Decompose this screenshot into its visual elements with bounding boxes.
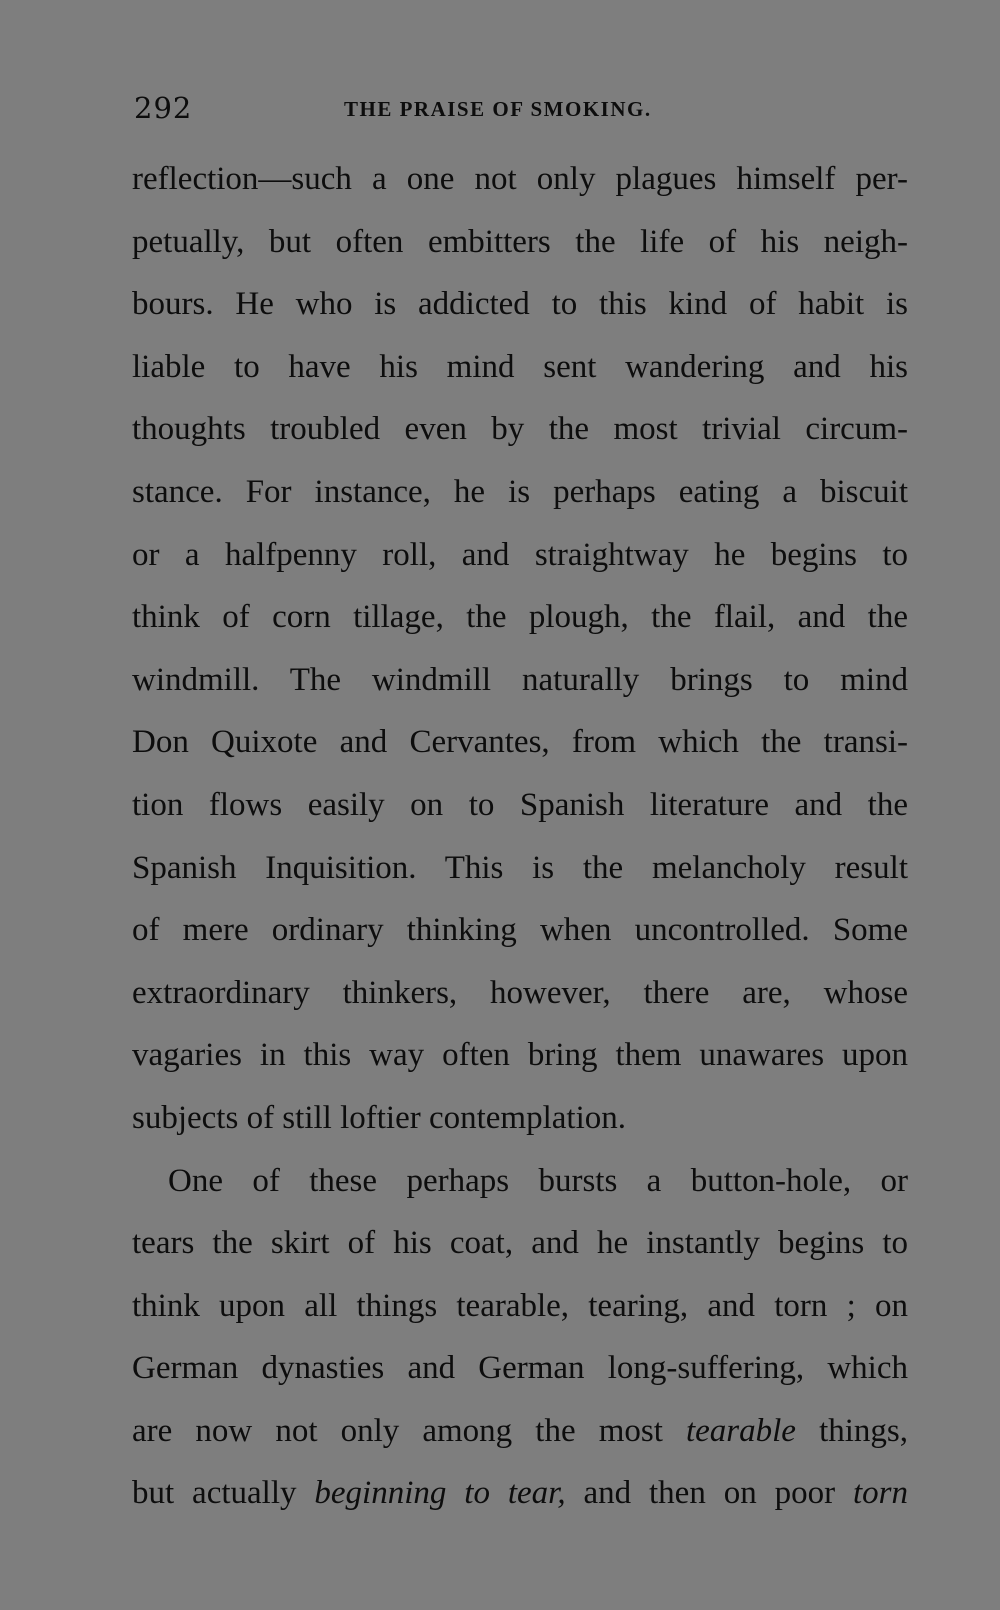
- italic-text: beginning to tear,: [314, 1475, 566, 1512]
- text-line: [132, 1275, 908, 1338]
- text-segment: of mere ordinary thinking when uncontrolled. Some: [132, 912, 908, 949]
- text-segment: liable to have his mind sent wandering and his: [132, 348, 908, 385]
- text-segment: petually, but often embitters the life of his neigh-: [132, 223, 908, 260]
- text-line: [132, 148, 908, 211]
- text-line: [132, 899, 908, 962]
- text-segment: Spanish Inquisition. This is the melancholy result: [132, 849, 908, 886]
- text-segment: think of corn tillage, the plough, the flail, and the: [132, 599, 908, 636]
- text-line: [132, 649, 908, 712]
- text-line: [132, 211, 908, 274]
- text-segment: tion flows easily on to Spanish literature and the: [132, 786, 908, 823]
- text-line: [132, 336, 908, 399]
- text-line: [132, 461, 908, 524]
- text-line: [132, 1400, 908, 1463]
- running-head: [134, 86, 906, 130]
- text-segment: bours. He who is addicted to this kind of habit is: [132, 286, 908, 323]
- text-line: [132, 1462, 908, 1525]
- text-line: [132, 711, 908, 774]
- text-segment: but actually: [132, 1475, 315, 1512]
- text-segment: things,: [795, 1412, 908, 1449]
- italic-text: torn: [853, 1475, 908, 1512]
- text-line: [132, 774, 908, 837]
- text-line: [132, 1337, 908, 1400]
- paragraph: [132, 1150, 908, 1526]
- text-line: [132, 524, 908, 587]
- text-segment: are now not only among the most: [132, 1412, 686, 1449]
- text-line: [132, 1024, 908, 1087]
- text-segment: One of these perhaps bursts a button-hole, or: [168, 1162, 908, 1199]
- text-segment: windmill. The windmill naturally brings to mind: [132, 661, 908, 698]
- italic-text: tearable: [685, 1412, 796, 1449]
- text-segment: reflection—such a one not only plagues himself per-: [132, 161, 908, 197]
- text-line: [132, 1212, 908, 1275]
- text-segment: subjects of still loftier contemplation.: [132, 1099, 626, 1136]
- text-line: [132, 273, 908, 336]
- text-segment: and then on poor: [565, 1475, 853, 1512]
- text-segment: tears the skirt of his coat, and he instantly begins to: [132, 1225, 908, 1262]
- page-number: 292: [134, 91, 193, 125]
- text-line: [132, 586, 908, 649]
- paragraph: [132, 148, 908, 1150]
- running-title: THE PRAISE OF SMOKING.: [344, 97, 652, 121]
- text-line: [132, 962, 908, 1025]
- text-segment: extraordinary thinkers, however, there are, whose: [132, 974, 908, 1011]
- text-segment: thoughts troubled even by the most trivial circum-: [132, 411, 908, 448]
- text-segment: German dynasties and German long-suffering, which: [132, 1350, 908, 1387]
- text-line: [132, 837, 908, 900]
- text-line: [132, 1150, 908, 1213]
- text-segment: vagaries in this way often bring them unawares upon: [132, 1037, 908, 1074]
- body-text: [132, 148, 908, 1525]
- text-line: [132, 398, 908, 461]
- text-segment: Don Quixote and Cervantes, from which the transi-: [132, 724, 908, 761]
- text-segment: stance. For instance, he is perhaps eating a biscuit: [132, 473, 908, 510]
- text-segment: or a halfpenny roll, and straightway he begins to: [132, 536, 908, 573]
- text-line: [132, 1087, 908, 1150]
- text-segment: think upon all things tearable, tearing, and torn ; on: [132, 1287, 908, 1324]
